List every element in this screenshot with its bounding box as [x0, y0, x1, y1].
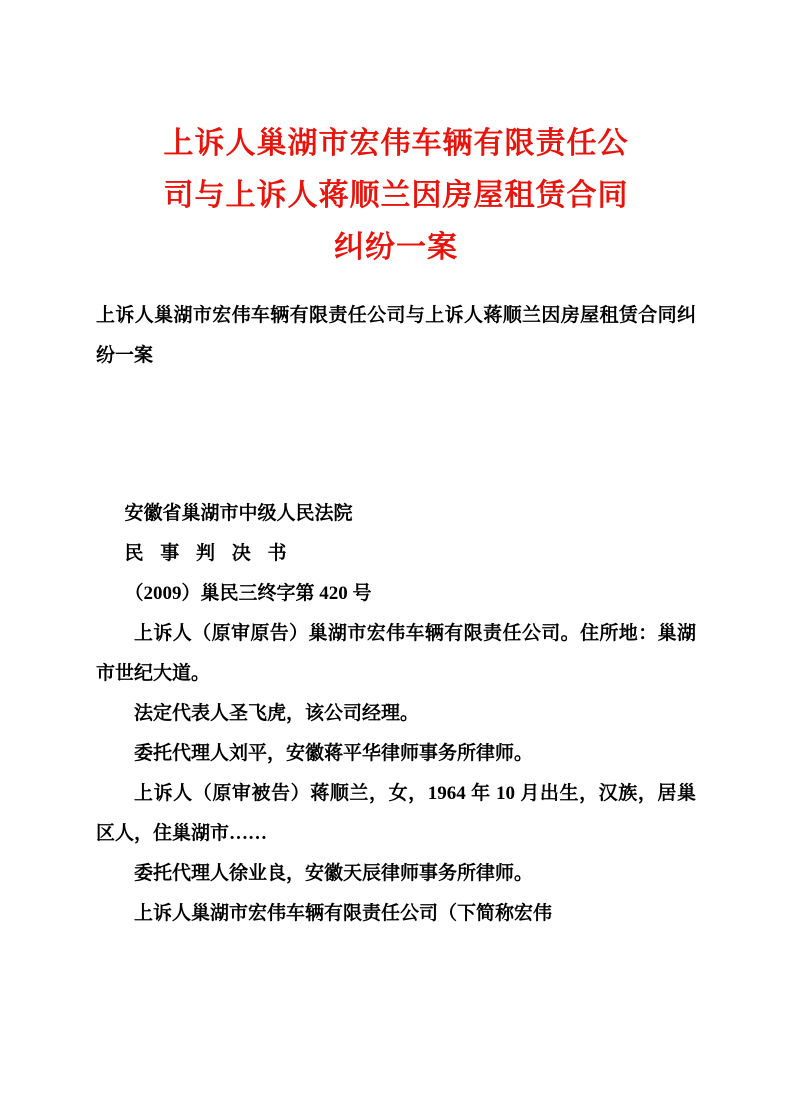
- paragraph-agent-xuyeliang: 委托代理人徐业良，安徽天辰律师事务所律师。: [134, 863, 534, 884]
- paragraph-legal-representative: 法定代表人圣飞虎，该公司经理。: [134, 703, 420, 724]
- title-line-1: 上诉人巢湖市宏伟车辆有限责任公: [163, 127, 629, 160]
- paragraph-agent-liuping: 委托代理人刘平，安徽蒋平华律师事务所律师。: [134, 743, 534, 764]
- court-name: 安徽省巢湖市中级人民法院: [124, 503, 353, 524]
- title-line-2: 司与上诉人蒋顺兰因房屋租赁合同: [163, 179, 629, 212]
- case-number: （2009）巢民三终字第 420 号: [124, 583, 372, 604]
- title-body-spacer: [96, 376, 696, 494]
- paragraph-appellant-defendant: 上诉人（原审被告）蒋顺兰，女，1964 年 10 月出生，汉族，居巢区人，住巢湖市……: [96, 783, 696, 844]
- document-body: [96, 494, 696, 934]
- paragraph-case-opening: 上诉人巢湖市宏伟车辆有限责任公司（下简称宏伟: [134, 903, 553, 924]
- paragraph-appellant-plaintiff: 上诉人（原审原告）巢湖市宏伟车辆有限责任公司。住所地：巢湖市世纪大道。: [96, 623, 696, 684]
- title-line-3: 纠纷一案: [334, 231, 458, 264]
- page-title: [96, 118, 696, 274]
- document-type: 民 事 判 决 书: [124, 543, 293, 564]
- document-subtitle: 上诉人巢湖市宏伟车辆有限责任公司与上诉人蒋顺兰因房屋租赁合同纠纷一案: [96, 305, 696, 366]
